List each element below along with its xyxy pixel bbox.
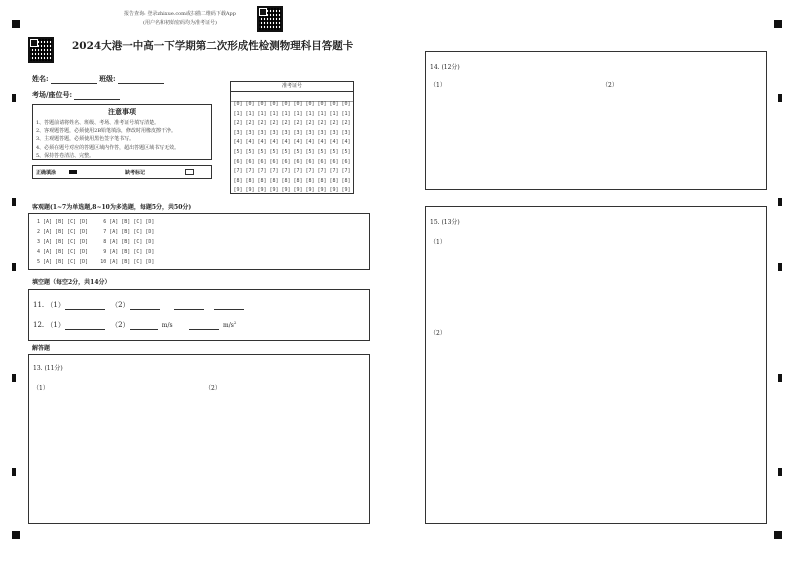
q15-answer-box[interactable]: [425, 206, 767, 524]
admission-digit-bubble[interactable]: [7]: [257, 168, 267, 175]
admission-digit-bubble[interactable]: [6]: [245, 158, 255, 165]
admission-digit-bubble[interactable]: [5]: [293, 148, 303, 155]
admission-digit-bubble[interactable]: [5]: [257, 148, 267, 155]
admission-digit-bubble[interactable]: [9]: [233, 187, 243, 194]
admission-digit-bubble[interactable]: [4]: [269, 139, 279, 146]
q12-label: 12.: [33, 321, 45, 329]
admission-digit-bubble[interactable]: [2]: [257, 120, 267, 127]
admission-digit-bubble[interactable]: [9]: [317, 187, 327, 194]
seat-field[interactable]: [74, 92, 120, 100]
objective-box: [28, 213, 370, 270]
admission-digit-bubble[interactable]: [0]: [317, 101, 327, 107]
admission-digit-bubble[interactable]: [6]: [269, 158, 279, 165]
fill-sample-box: [32, 165, 212, 179]
admission-digit-bubble[interactable]: [3]: [341, 129, 351, 136]
admission-digit-bubble[interactable]: [8]: [329, 177, 339, 184]
admission-digit-column: [340, 100, 352, 196]
admission-digit-bubble[interactable]: [5]: [317, 148, 327, 155]
admission-digit-bubble[interactable]: [3]: [281, 129, 291, 136]
admission-digit-bubble[interactable]: [8]: [281, 177, 291, 184]
timing-mark: [12, 374, 16, 382]
admission-digit-bubble[interactable]: [4]: [257, 139, 267, 146]
admission-digit-bubble[interactable]: [6]: [329, 158, 339, 165]
admission-digit-bubble[interactable]: [4]: [329, 139, 339, 146]
q14-answer-box[interactable]: [425, 51, 767, 190]
notes-list: [36, 119, 211, 160]
q14-part1-label: （1）: [430, 82, 446, 89]
q13-part2-label: （2）: [205, 385, 221, 392]
admission-digit-bubble[interactable]: [1]: [245, 110, 255, 117]
q12-blank-1[interactable]: [65, 322, 105, 330]
admission-digit-bubble[interactable]: [4]: [317, 139, 327, 146]
corner-mark-top-left: [12, 20, 20, 28]
admission-digit-bubble[interactable]: [4]: [233, 139, 243, 146]
admission-digit-bubble[interactable]: [0]: [245, 101, 255, 107]
objective-row[interactable]: 5 [A] [B] [C] [D] 10 [A] [B] [C] [D]: [37, 259, 155, 265]
admission-digit-bubble[interactable]: [7]: [269, 168, 279, 175]
admission-digit-bubble[interactable]: [3]: [293, 129, 303, 136]
admission-digit-bubble[interactable]: [1]: [329, 110, 339, 117]
admission-digit-bubble[interactable]: [8]: [245, 177, 255, 184]
fill-blank-title: 填空题（每空2分，共14分）: [32, 279, 111, 286]
objective-row[interactable]: 1 [A] [B] [C] [D] 6 [A] [B] [C] [D]: [37, 219, 155, 225]
solve-section-title: 解答题: [32, 345, 51, 352]
admission-digit-bubble[interactable]: [3]: [269, 129, 279, 136]
objective-row[interactable]: 4 [A] [B] [C] [D] 9 [A] [B] [C] [D]: [37, 249, 155, 255]
admission-digit-column: [280, 100, 292, 196]
objective-section-title: 客观题(1~7为单选题,8~10为多选题，每题5分，共50分): [32, 204, 192, 211]
admission-digit-bubble[interactable]: [2]: [233, 120, 243, 127]
admission-digit-bubble[interactable]: [4]: [245, 139, 255, 146]
class-field[interactable]: [118, 76, 164, 84]
q13-answer-box[interactable]: [28, 354, 370, 524]
admission-digit-bubble[interactable]: [2]: [317, 120, 327, 127]
admission-digit-bubble[interactable]: [3]: [305, 129, 315, 136]
seat-label: 考场/座位号:: [32, 90, 73, 99]
timing-mark: [12, 263, 16, 271]
app-qr-code-icon: [257, 6, 283, 32]
admission-digit-bubble[interactable]: [6]: [257, 158, 267, 165]
notes-title: 注意事项: [108, 107, 136, 116]
q14-part2-label: （2）: [602, 82, 618, 89]
admission-digit-bubble[interactable]: [7]: [317, 168, 327, 175]
admission-digit-bubble[interactable]: [7]: [245, 168, 255, 175]
admission-digit-bubble[interactable]: [4]: [341, 139, 351, 146]
admission-digit-bubble[interactable]: [5]: [329, 148, 339, 155]
timing-mark: [778, 374, 782, 382]
admission-digit-bubble[interactable]: [9]: [293, 187, 303, 194]
admission-bubble-grid[interactable]: [232, 100, 352, 192]
objective-row[interactable]: 2 [A] [B] [C] [D] 7 [A] [B] [C] [D]: [37, 229, 155, 235]
q12-blank-3[interactable]: [189, 322, 219, 330]
admission-digit-bubble[interactable]: [7]: [341, 168, 351, 175]
name-field[interactable]: [51, 76, 97, 84]
q11-row: [33, 300, 244, 310]
admission-digit-bubble[interactable]: [5]: [305, 148, 315, 155]
admission-digit-bubble[interactable]: [9]: [329, 187, 339, 194]
admission-digit-bubble[interactable]: [5]: [233, 148, 243, 155]
absent-mark-checkbox[interactable]: [185, 169, 194, 175]
timing-mark: [12, 468, 16, 476]
admission-digit-bubble[interactable]: [8]: [305, 177, 315, 184]
q12-unit-acc-base: m/s: [223, 322, 234, 329]
q12-blank-2[interactable]: [130, 322, 158, 330]
admission-digit-bubble[interactable]: [3]: [329, 129, 339, 136]
admission-digit-bubble[interactable]: [2]: [269, 120, 279, 127]
admission-digit-bubble[interactable]: [0]: [329, 101, 339, 107]
name-label: 姓名:: [32, 74, 49, 83]
q11-blank-1[interactable]: [65, 302, 105, 310]
admission-digit-bubble[interactable]: [8]: [317, 177, 327, 184]
admission-digit-bubble[interactable]: [9]: [269, 187, 279, 194]
admission-digit-bubble[interactable]: [2]: [305, 120, 315, 127]
admission-digit-bubble[interactable]: [2]: [245, 120, 255, 127]
q13-part1-label: （1）: [33, 385, 49, 392]
admission-digit-column: [256, 100, 268, 196]
admission-digit-bubble[interactable]: [1]: [317, 110, 327, 117]
q11-part1-label: （1）: [46, 301, 65, 309]
admission-digit-bubble[interactable]: [6]: [281, 158, 291, 165]
admission-digit-bubble[interactable]: [3]: [233, 129, 243, 136]
q15-label: 15. (13分): [430, 219, 460, 226]
report-notice-line2: (用户名和初始密码均为准考证号): [143, 20, 217, 26]
admission-digit-bubble[interactable]: [4]: [305, 139, 315, 146]
admission-digit-bubble[interactable]: [3]: [317, 129, 327, 136]
admission-digit-bubble[interactable]: [2]: [281, 120, 291, 127]
q11-blank-2[interactable]: [130, 302, 160, 310]
admission-digit-bubble[interactable]: [9]: [245, 187, 255, 194]
admission-digit-bubble[interactable]: [7]: [233, 168, 243, 175]
admission-digit-bubble[interactable]: [1]: [341, 110, 351, 117]
admission-digit-bubble[interactable]: [0]: [293, 101, 303, 107]
admission-digit-column: [292, 100, 304, 196]
admission-digit-column: [328, 100, 340, 196]
admission-digit-bubble[interactable]: [7]: [293, 168, 303, 175]
admission-digit-bubble[interactable]: [6]: [317, 158, 327, 165]
admission-digit-bubble[interactable]: [9]: [281, 187, 291, 194]
admission-digit-bubble[interactable]: [9]: [257, 187, 267, 194]
admission-digit-bubble[interactable]: [2]: [293, 120, 303, 127]
q15-part1-label: （1）: [430, 239, 446, 246]
class-label: 班级:: [99, 74, 116, 83]
admission-digit-bubble[interactable]: [8]: [257, 177, 267, 184]
q12-unit-velocity: m/s: [161, 322, 173, 329]
admission-digit-bubble[interactable]: [1]: [269, 110, 279, 117]
admission-digit-column: [268, 100, 280, 196]
admission-digit-bubble[interactable]: [9]: [305, 187, 315, 194]
admission-digit-bubble[interactable]: [1]: [233, 110, 243, 117]
q11-blank-4[interactable]: [214, 302, 244, 310]
admission-digit-bubble[interactable]: [5]: [281, 148, 291, 155]
page-title: 2024大港一中高一下学期第二次形成性检测物理科目答题卡: [72, 40, 354, 52]
admission-digit-bubble[interactable]: [6]: [305, 158, 315, 165]
admission-digit-bubble[interactable]: [3]: [257, 129, 267, 136]
q12-part2-label: （2）: [111, 321, 130, 329]
objective-row[interactable]: 3 [A] [B] [C] [D] 8 [A] [B] [C] [D]: [37, 239, 155, 245]
q11-blank-3[interactable]: [174, 302, 204, 310]
admission-digit-bubble[interactable]: [0]: [305, 101, 315, 107]
correct-fill-sample: [69, 170, 77, 174]
absent-mark-label: 缺考标记: [125, 170, 146, 176]
notes-item: 2、客观题答题，必须使用2B铅笔填涂，修改时用橡皮擦干净。: [36, 128, 177, 135]
admission-digit-bubble[interactable]: [8]: [233, 177, 243, 184]
admission-digit-bubble[interactable]: [4]: [281, 139, 291, 146]
q11-part2-label: （2）: [111, 301, 130, 309]
admission-digit-bubble[interactable]: [2]: [329, 120, 339, 127]
q14-label: 14. (12分): [430, 64, 460, 71]
admission-digit-column: [316, 100, 328, 196]
timing-mark: [12, 198, 16, 206]
admission-digit-bubble[interactable]: [3]: [245, 129, 255, 136]
report-notice: [110, 10, 250, 26]
admission-digit-bubble[interactable]: [9]: [341, 187, 351, 194]
admission-digit-bubble[interactable]: [0]: [233, 101, 243, 107]
notes-box: [32, 104, 212, 160]
timing-mark: [778, 94, 782, 102]
admission-digit-bubble[interactable]: [8]: [269, 177, 279, 184]
admission-digit-bubble[interactable]: [7]: [281, 168, 291, 175]
q12-row: [33, 320, 236, 330]
admission-digit-bubble[interactable]: [0]: [257, 101, 267, 107]
notes-item: 3、主观题答题，必须使用黑色签字笔书写。: [36, 136, 135, 143]
q12-unit-acc-exp: 2: [233, 320, 237, 325]
admission-digit-bubble[interactable]: [7]: [329, 168, 339, 175]
notes-item: 1、答题前请将姓名、班级、考场、准考证号填写清楚。: [36, 120, 160, 126]
admission-digit-bubble[interactable]: [2]: [341, 120, 351, 127]
admission-digit-bubble[interactable]: [5]: [245, 148, 255, 155]
admission-digit-bubble[interactable]: [5]: [341, 148, 351, 155]
corner-mark-bottom-right: [774, 531, 782, 539]
fill-blank-box: [28, 289, 370, 341]
q11-label: 11.: [33, 301, 45, 309]
admission-digit-bubble[interactable]: [6]: [293, 158, 303, 165]
admission-digit-bubble[interactable]: [6]: [233, 158, 243, 165]
admission-digit-bubble[interactable]: [5]: [269, 148, 279, 155]
corner-mark-bottom-left: [12, 531, 20, 539]
admission-digit-bubble[interactable]: [0]: [341, 101, 351, 107]
notes-item: 5、保持答卷清洁、完整。: [36, 152, 95, 159]
admission-digit-bubble[interactable]: [4]: [293, 139, 303, 146]
admission-digit-bubble[interactable]: [8]: [293, 177, 303, 184]
correct-fill-label: 正确填涂: [36, 170, 57, 176]
timing-mark: [778, 468, 782, 476]
admission-title: 准考证号: [231, 82, 353, 92]
notes-item: 4、必须在题号对应的答题区域内作答，超出答题区域书写无效。: [36, 144, 180, 151]
report-notice-line1: 报告查询: 登录zhixue.com或扫描二维码下载App: [124, 11, 236, 17]
timing-mark: [12, 94, 16, 102]
student-info: [32, 74, 164, 100]
admission-digit-bubble[interactable]: [6]: [341, 158, 351, 165]
admission-digit-bubble[interactable]: [8]: [341, 177, 351, 184]
admission-digit-bubble[interactable]: [0]: [269, 101, 279, 107]
admission-digit-column: [304, 100, 316, 196]
admission-digit-bubble[interactable]: [0]: [281, 101, 291, 107]
q12-part1-label: （1）: [46, 321, 65, 329]
admission-digit-bubble[interactable]: [1]: [281, 110, 291, 117]
q13-label: 13. (11分): [33, 365, 63, 372]
q15-part2-label: （2）: [430, 330, 446, 337]
q12-unit-acceleration: [223, 322, 236, 329]
admission-digit-bubble[interactable]: [1]: [257, 110, 267, 117]
timing-mark: [778, 263, 782, 271]
sheet-qr-code-icon: [28, 37, 54, 63]
admission-digit-column: [232, 100, 244, 196]
admission-digit-bubble[interactable]: [1]: [305, 110, 315, 117]
admission-digit-bubble[interactable]: [1]: [293, 110, 303, 117]
admission-digit-bubble[interactable]: [7]: [305, 168, 315, 175]
timing-mark: [778, 198, 782, 206]
corner-mark-top-right: [774, 20, 782, 28]
admission-digit-column: [244, 100, 256, 196]
